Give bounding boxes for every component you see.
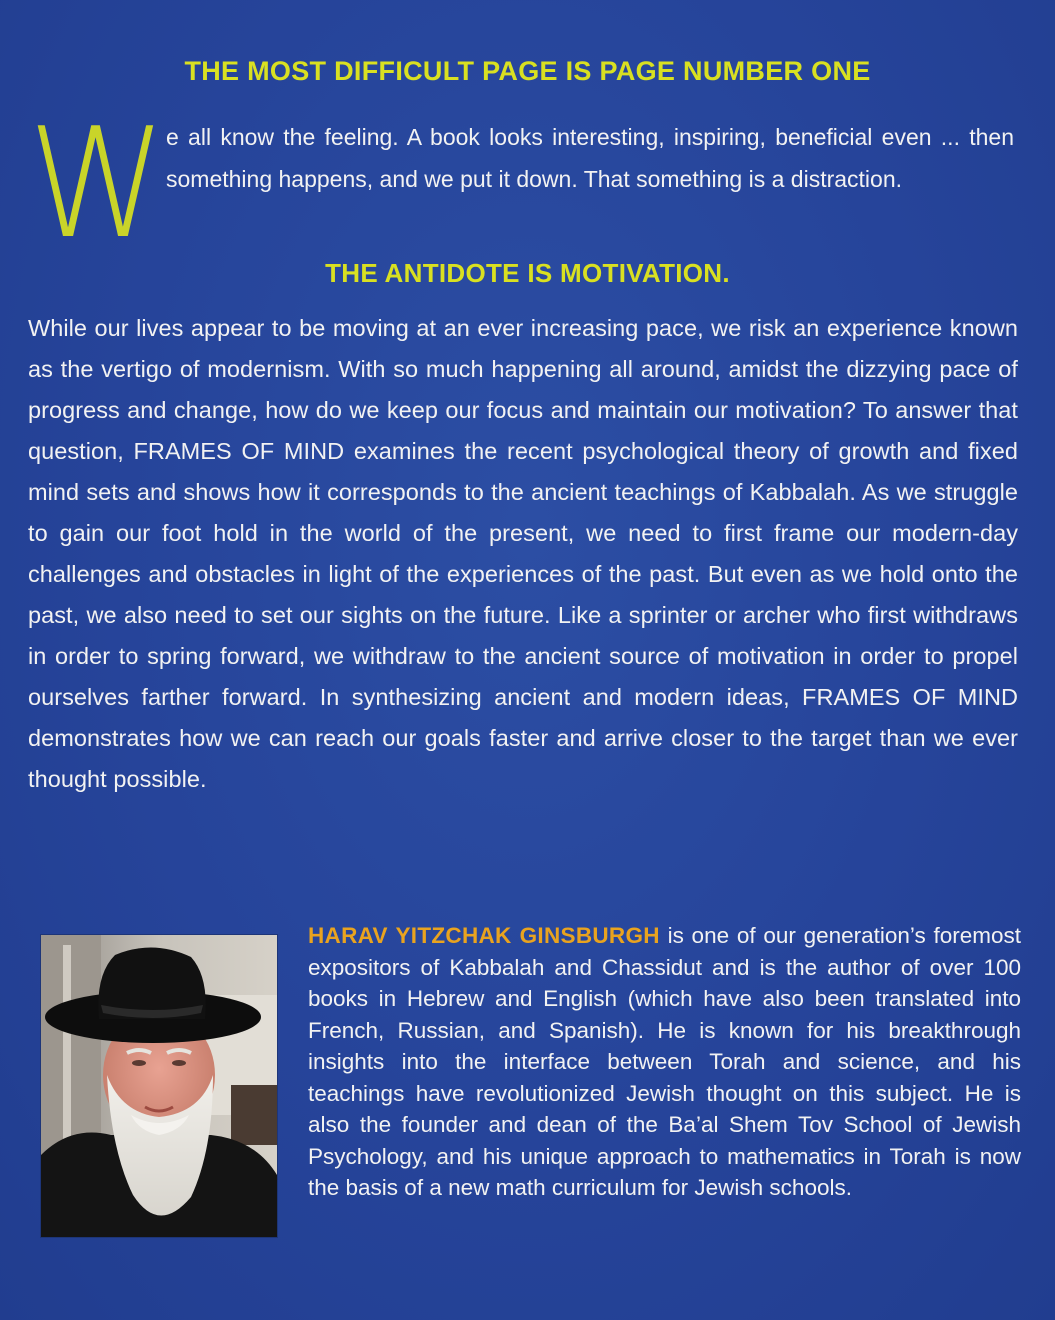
drop-cap-letter: W	[28, 95, 167, 272]
intro-paragraph: e all know the feeling. A book looks interesting, inspiring, beneficial even ... then something happens, and we put it down. That something is a distraction.	[166, 124, 1014, 192]
author-bio	[308, 920, 1021, 1204]
description-paragraph: While our lives appear to be moving at an ever increasing pace, we risk an experience known as the vertigo of modernism. With so much happening all around, amidst the dizzying pace of progress and change, how do we keep our focus and maintain our motivation? To answer that question, FRAMES OF MIND examines the recent psychological theory of growth and fixed mind sets and shows how it corresponds to the ancient teachings of Kabbalah. As we struggle to gain our foot hold in the world of the present, we need to first frame our modern-day challenges and obstacles in light of the experiences of the past. But even as we hold onto the past, we also need to set our sights on the future. Like a sprinter or archer who first withdraws in order to spring forward, we withdraw to the ancient source of motivation in order to propel ourselves farther forward. In synthesizing ancient and modern ideas, FRAMES OF MIND demonstrates how we can reach our goals faster and arrive closer to the target than we ever thought possible.	[28, 315, 1018, 792]
author-bio-text: is one of our generation’s foremost expositors of Kabbalah and Chassidut and is the author of over 100 books in Hebrew and English (which have also been translated into French, Russian, and Spanish). He is known for his breakthrough insights into the interface between Torah and science, and his teachings have revolutionized Jewish thought on this subject. He is also the founder and dean of the Ba’al Shem Tov School of Jewish Psychology, and his unique approach to mathematics in Torah is now the basis of a new math curriculum for Jewish schools.	[308, 923, 1022, 1200]
page-heading: THE MOST DIFFICULT PAGE IS PAGE NUMBER ONE	[184, 56, 871, 86]
author-name: HARAV YITZCHAK GINSBURGH	[308, 923, 660, 948]
author-photo	[40, 934, 278, 1238]
author-portrait-image	[41, 935, 277, 1237]
section-heading: THE ANTIDOTE IS MOTIVATION.	[325, 258, 730, 288]
